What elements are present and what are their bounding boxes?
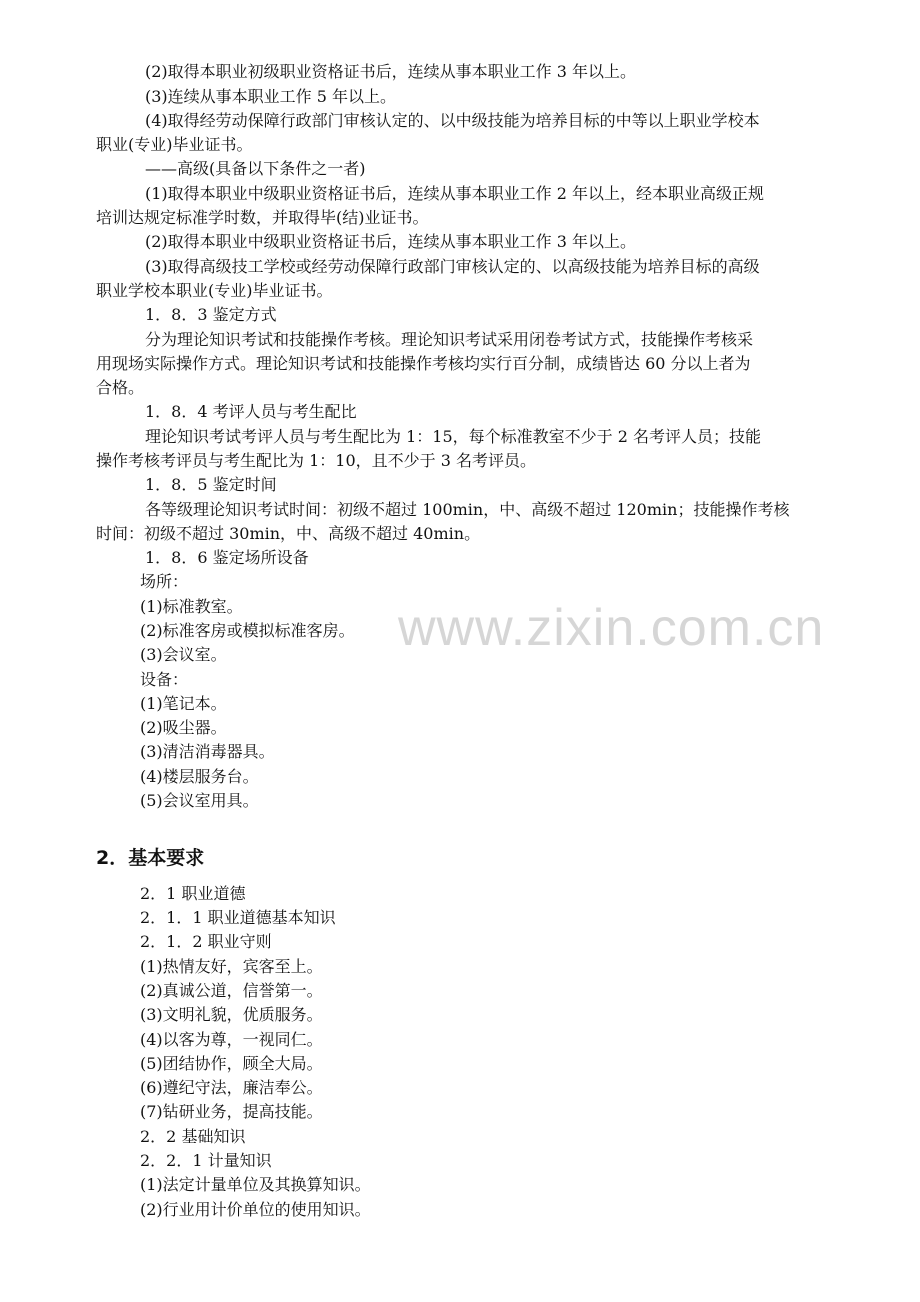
senior-item-3: (3)取得高级技工学校或经劳动保障行政部门审核认定的、以高级技能为培养目标的高级 <box>145 257 760 276</box>
mid-item-3: (3)连续从事本职业工作 5 年以上。 <box>145 87 397 106</box>
s184-body-2: 操作考核考评员与考生配比为 1：10，且不少于 3 名考评员。 <box>96 451 536 470</box>
section-2-heading: 2．基本要求 <box>96 847 205 869</box>
senior-item-1-cont: 培训达规定标准学时数，并取得毕(结)业证书。 <box>96 208 429 227</box>
section-2-1-1-title: 2．1．1 职业道德基本知识 <box>140 908 336 927</box>
section-2-2-1-title: 2．2．1 计量知识 <box>140 1151 272 1170</box>
equipment-item: (1)笔记本。 <box>140 694 227 713</box>
rule-item: (7)钻研业务，提高技能。 <box>140 1102 323 1121</box>
mid-item-4: (4)取得经劳动保障行政部门审核认定的、以中级技能为培养目标的中等以上职业学校本 <box>145 111 760 130</box>
rule-item: (2)真诚公道，信誉第一。 <box>140 981 323 1000</box>
senior-item-2: (2)取得本职业中级职业资格证书后，连续从事本职业工作 3 年以上。 <box>145 232 637 251</box>
section-1-8-5-title: 1．8．5 鉴定时间 <box>145 475 277 494</box>
mid-item-2: (2)取得本职业初级职业资格证书后，连续从事本职业工作 3 年以上。 <box>145 62 637 81</box>
rule-item: (1)热情友好，宾客至上。 <box>140 957 323 976</box>
senior-heading: ——高级(具备以下条件之一者) <box>145 159 366 178</box>
rule-item: (5)团结协作，顾全大局。 <box>140 1054 323 1073</box>
section-1-8-4-title: 1．8．4 考评人员与考生配比 <box>145 402 357 421</box>
senior-item-3-cont: 职业学校本职业(专业)毕业证书。 <box>96 281 333 300</box>
equipment-item: (3)清洁消毒器具。 <box>140 742 275 761</box>
equipment-item: (5)会议室用具。 <box>140 791 259 810</box>
section-2-1-2-title: 2．1．2 职业守则 <box>140 932 272 951</box>
venue-item: (2)标准客房或模拟标准客房。 <box>140 621 355 640</box>
section-2-1-title: 2．1 职业道德 <box>140 884 246 903</box>
equipment-item: (4)楼层服务台。 <box>140 767 259 786</box>
mid-item-4-cont: 职业(专业)毕业证书。 <box>96 135 253 154</box>
rule-item: (3)文明礼貌，优质服务。 <box>140 1005 323 1024</box>
venue-item: (3)会议室。 <box>140 645 227 664</box>
section-1-8-6-title: 1．8．6 鉴定场所设备 <box>145 548 309 567</box>
s184-body-1: 理论知识考试考评人员与考生配比为 1：15，每个标准教室不少于 2 名考评人员；技能 <box>145 427 761 446</box>
equipment-item: (2)吸尘器。 <box>140 718 227 737</box>
section-2-2-title: 2．2 基础知识 <box>140 1127 246 1146</box>
watermark: www.zixin.com.cn <box>398 599 825 657</box>
s183-body-1: 分为理论知识考试和技能操作考核。理论知识考试采用闭卷考试方式，技能操作考核采 <box>145 330 754 349</box>
venue-item: (1)标准教室。 <box>140 597 243 616</box>
measure-item: (2)行业用计价单位的使用知识。 <box>140 1200 371 1219</box>
senior-item-1: (1)取得本职业中级职业资格证书后，连续从事本职业工作 2 年以上，经本职业高级正规 <box>145 184 765 203</box>
venue-label: 场所： <box>140 572 189 591</box>
s185-body-1: 各等级理论知识考试时间：初级不超过 100min，中、高级不超过 120min；技能操作考核 <box>145 500 790 519</box>
rule-item: (4)以客为尊，一视同仁。 <box>140 1030 323 1049</box>
s185-body-2: 时间：初级不超过 30min，中、高级不超过 40min。 <box>96 524 481 543</box>
measure-item: (1)法定计量单位及其换算知识。 <box>140 1175 371 1194</box>
section-1-8-3-title: 1．8．3 鉴定方式 <box>145 305 277 324</box>
s183-body-3: 合格。 <box>96 378 145 397</box>
s183-body-2: 用现场实际操作方式。理论知识考试和技能操作考核均实行百分制，成绩皆达 60 分以上者为 <box>96 354 751 373</box>
rule-item: (6)遵纪守法，廉洁奉公。 <box>140 1078 323 1097</box>
equipment-label: 设备： <box>140 670 189 689</box>
